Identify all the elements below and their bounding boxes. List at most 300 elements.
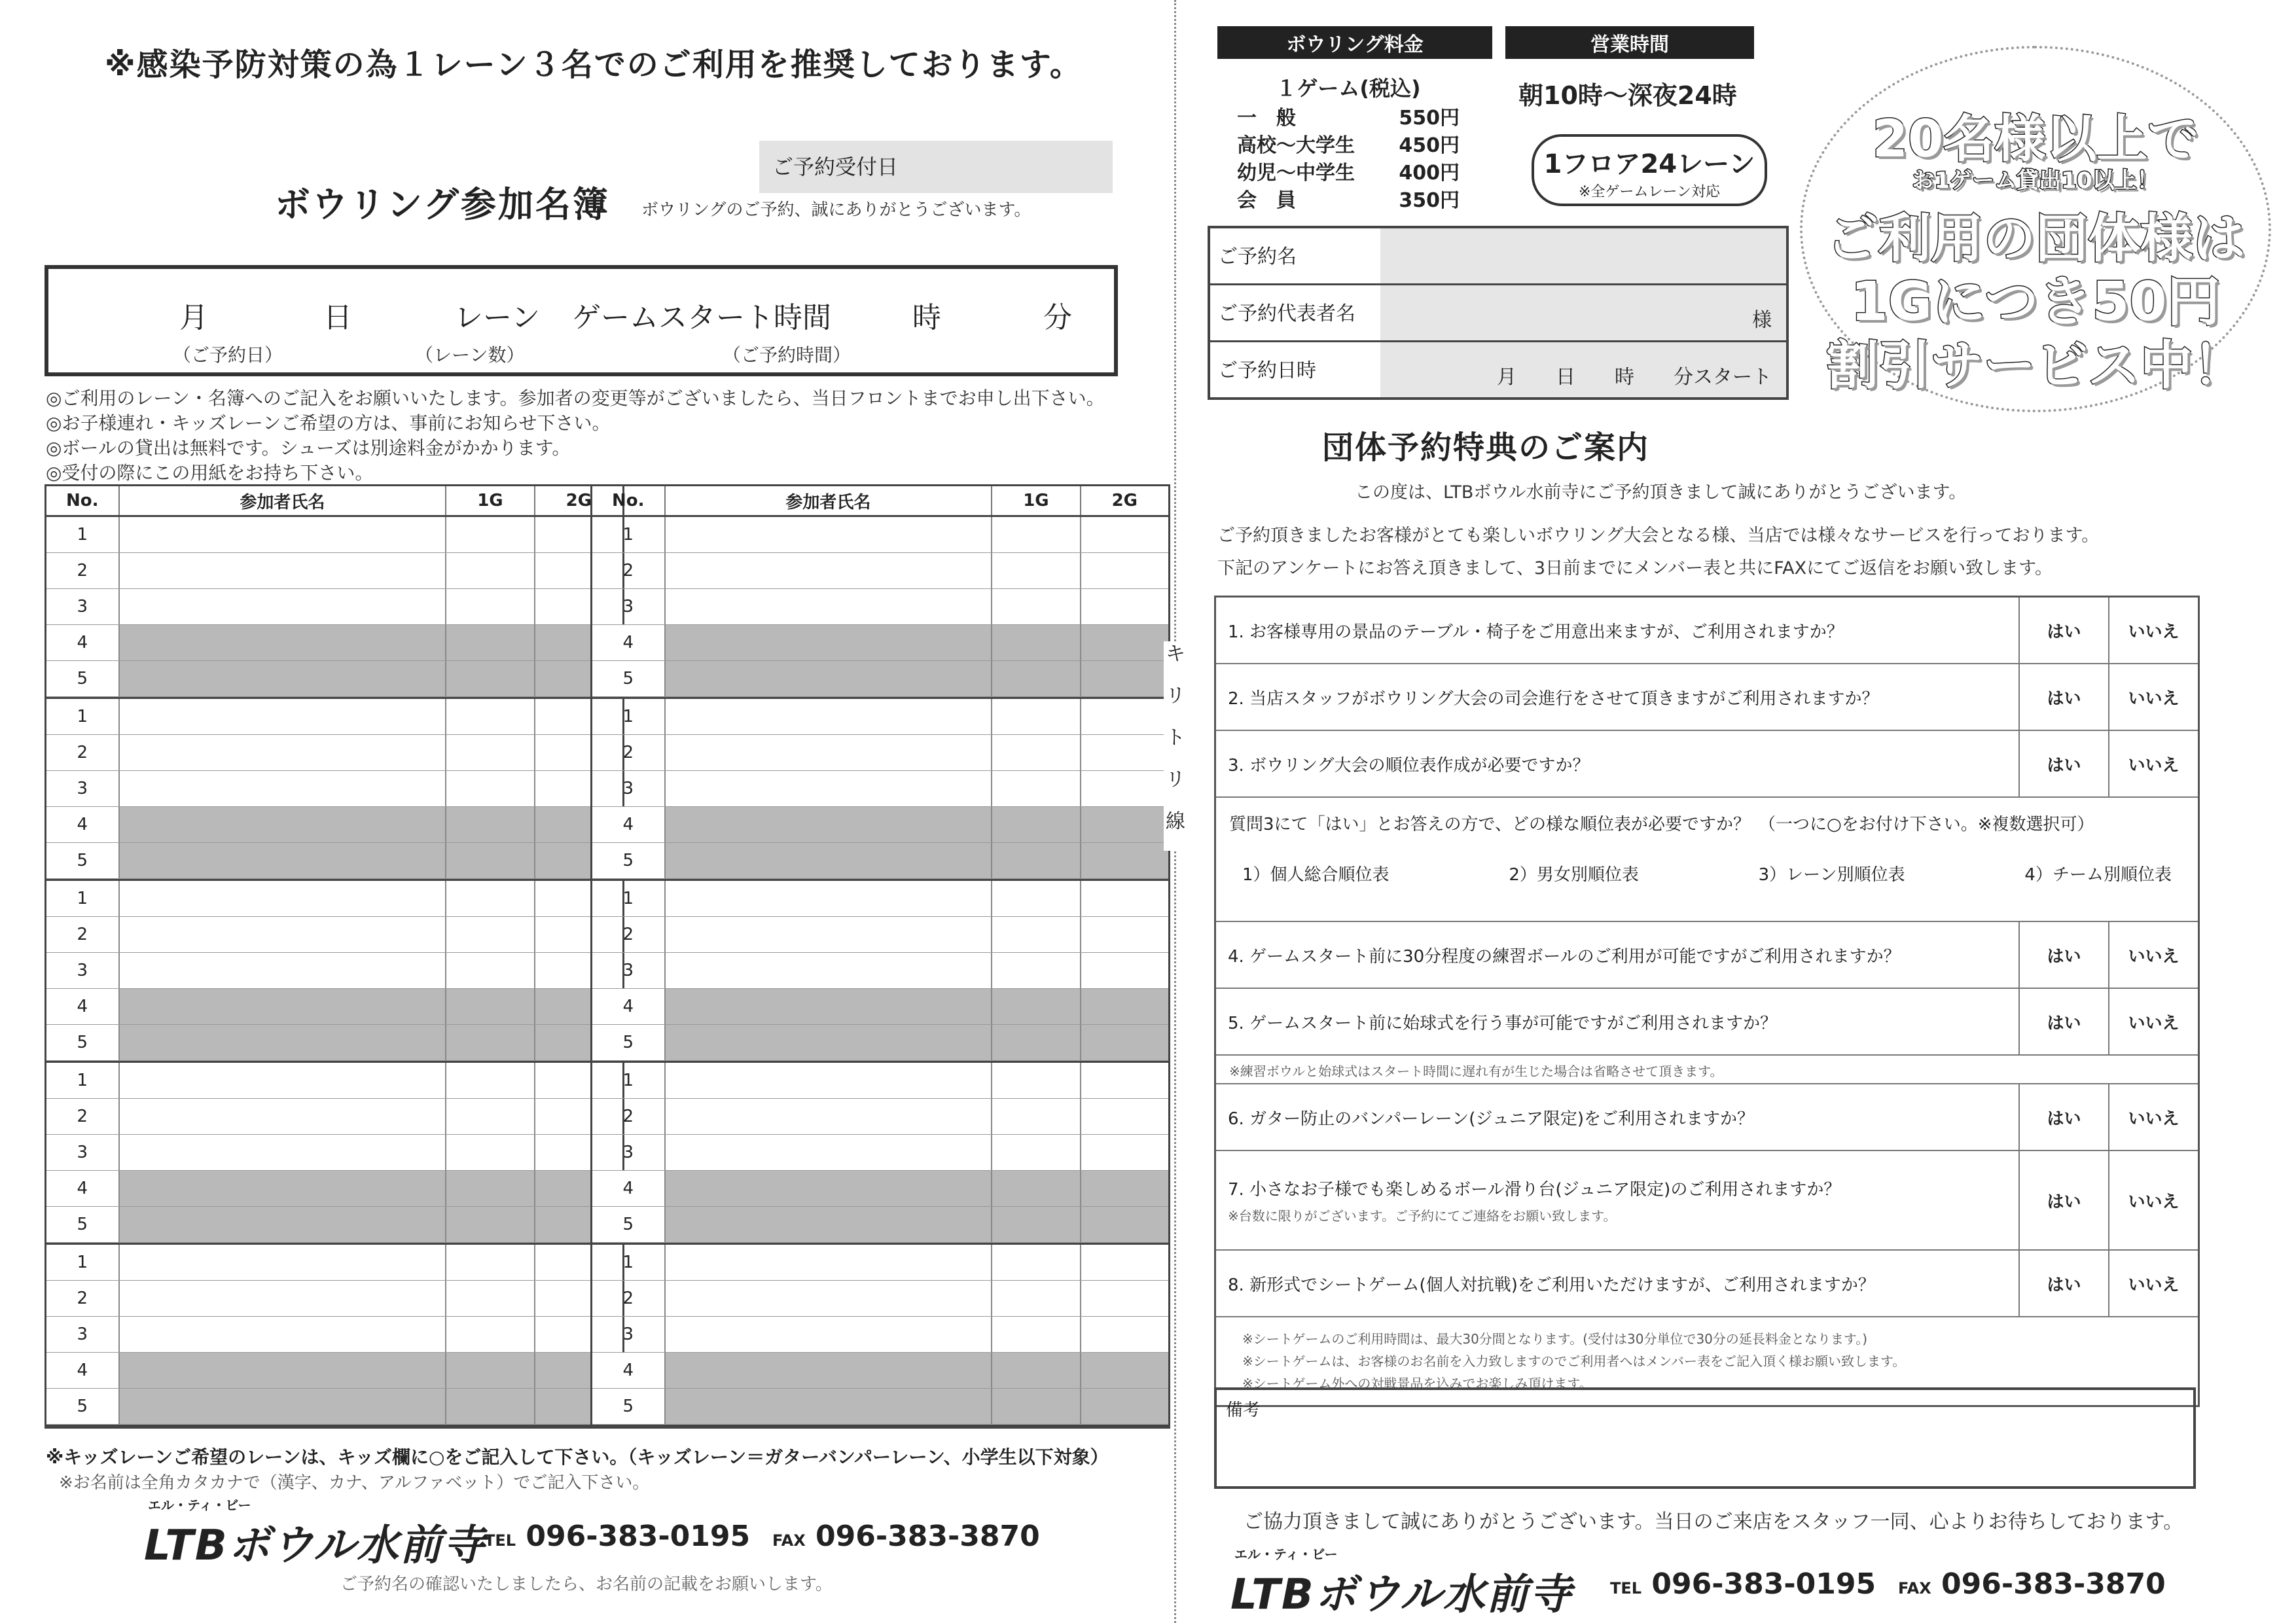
roster-row (592, 517, 1168, 553)
roster-header-cell: No. (46, 486, 120, 515)
participant-name-cell[interactable] (120, 989, 447, 1024)
row-number: 5 (46, 1025, 120, 1060)
lanes-caption: （レーン数） (415, 344, 525, 366)
survey-question (1216, 597, 2198, 664)
row-number: 4 (592, 807, 666, 842)
game1-score-cell[interactable] (992, 1353, 1081, 1388)
game1-score-cell[interactable] (446, 1099, 535, 1134)
form-row-datetime: ご予約日時 月 日 時 分スタート (1210, 342, 1786, 397)
row-number: 1 (46, 517, 120, 552)
row-number: 5 (592, 1389, 666, 1424)
roster-title: ボウリング参加名簿 (275, 184, 610, 225)
participant-name-cell[interactable] (666, 1245, 993, 1280)
lane-label: レーン (454, 301, 541, 334)
game1-score-cell[interactable] (446, 589, 535, 624)
q5-note: ※練習ボウルと始球式はスタート時間に遅れ有が生じた場合は省略させて頂きます。 (1216, 1056, 2198, 1084)
game1-score-cell[interactable] (446, 1135, 535, 1170)
no-option[interactable]: いいえ (2108, 1084, 2198, 1150)
question-text: 1. お客様専用の景品のテーブル・椅子をご用意出来ますが、ご利用されますか？ (1228, 622, 1844, 642)
yes-option[interactable]: はい (2018, 1251, 2108, 1316)
participant-name-cell[interactable] (120, 699, 447, 734)
reservation-date-field[interactable]: ご予約受付日 (759, 141, 1113, 193)
survey-question (1216, 989, 2198, 1056)
thanks-note: ボウリングのご予約、誠にありがとうございます。 (641, 200, 1031, 220)
question-text: 3. ボウリング大会の順位表作成が必要ですか？ (1228, 755, 1590, 776)
game1-score-cell[interactable] (992, 953, 1081, 988)
game1-score-cell[interactable] (992, 1135, 1081, 1170)
cut-line-char: リ (1166, 685, 1185, 707)
roster-row (46, 553, 622, 589)
roster-row (592, 807, 1168, 843)
row-number: 4 (592, 1353, 666, 1388)
cut-line-label (1164, 641, 1187, 851)
game1-score-cell[interactable] (446, 1389, 535, 1424)
roster-row (592, 917, 1168, 953)
game1-score-cell[interactable] (446, 1171, 535, 1206)
roster-row (46, 1135, 622, 1171)
participant-name-cell[interactable] (666, 589, 993, 624)
roster-row (46, 1389, 622, 1425)
participant-name-cell[interactable] (666, 953, 993, 988)
reservation-name-field[interactable] (1380, 228, 1786, 283)
row-number: 1 (46, 1063, 120, 1098)
day-label: 日 (323, 301, 352, 334)
participant-name-cell[interactable] (120, 881, 447, 916)
roster-row (46, 589, 622, 625)
roster-header-cell: No. (592, 486, 666, 515)
row-number: 5 (46, 1389, 120, 1424)
closing-thanks: ご協力頂きまして誠にありがとうございます。当日のご来店をスタッフ一同、心よりお待ちしております。 (1244, 1510, 2183, 1533)
logo-ruby: エル・ティ・ビー (148, 1497, 251, 1513)
remarks-label: 備考 (1226, 1400, 1261, 1420)
row-number: 4 (46, 1171, 120, 1206)
intro-text: 下記のアンケートにお答え頂きまして、3日前までにメンバー表と共にFAXにてご返信をお願い致します。 (1217, 558, 2053, 579)
yes-option[interactable]: はい (2018, 1151, 2108, 1249)
question-text: 7. 小さなお子様でも楽しめるボール滑り台(ジュニア限定)のご利用されますか？ ※台数に限りがございます。ご予約にてご連絡をお願い致します。 (1228, 1180, 1841, 1224)
game1-score-cell[interactable] (992, 1025, 1081, 1060)
month-label: 月 (179, 301, 208, 334)
participant-name-cell[interactable] (120, 1171, 447, 1206)
participant-name-cell[interactable] (666, 1353, 993, 1388)
participant-name-cell[interactable] (120, 553, 447, 588)
roster-row (46, 625, 622, 661)
hour-label: 時 (912, 301, 941, 334)
rule-item: ◎受付の際にこの用紙をお持ち下さい。 (46, 462, 374, 484)
yes-option[interactable]: はい (2018, 664, 2108, 730)
row-number: 2 (46, 553, 120, 588)
footer-note: ご予約名の確認いたしましたら、お名前の記載をお願いします。 (340, 1575, 833, 1594)
roster-header-cell: 1G (992, 486, 1081, 515)
roster-row (46, 1245, 622, 1281)
participant-name-cell[interactable] (666, 699, 993, 734)
participant-name-cell[interactable] (666, 1171, 993, 1206)
price-row: 高校～大学生 450円 (1237, 134, 1460, 157)
roster-row (46, 1317, 622, 1353)
participant-name-cell[interactable] (666, 917, 993, 952)
roster-row (592, 1245, 1168, 1281)
row-number: 5 (592, 843, 666, 878)
question-text: 6. ガター防止のバンパーレーン(ジュニア限定)をご利用されますか？ (1228, 1109, 1754, 1129)
no-option[interactable]: いいえ (2108, 1251, 2198, 1316)
row-number: 3 (46, 953, 120, 988)
participant-name-cell[interactable] (666, 771, 993, 806)
no-option[interactable]: いいえ (2108, 1151, 2198, 1249)
row-number: 2 (46, 735, 120, 770)
game1-score-cell[interactable] (446, 843, 535, 878)
cut-line-char: ト (1166, 726, 1185, 749)
roster-row (592, 989, 1168, 1025)
survey-question (1216, 1084, 2198, 1151)
participant-name-cell[interactable] (120, 953, 447, 988)
roster-row (592, 1317, 1168, 1353)
reservation-form (1208, 226, 1789, 400)
participant-name-cell[interactable] (666, 1389, 993, 1424)
roster-row (592, 661, 1168, 697)
no-option[interactable]: いいえ (2108, 597, 2198, 663)
roster-row (46, 517, 622, 553)
roster-row (592, 1171, 1168, 1207)
roster-row (46, 1171, 622, 1207)
row-number: 5 (592, 1025, 666, 1060)
option-individual[interactable]: 1）個人総合順位表 (1242, 865, 1390, 885)
ltb-logo (144, 1497, 486, 1572)
start-time-label: ゲームスタート時間 (572, 301, 831, 334)
roster-row (46, 807, 622, 843)
price-table (1217, 72, 1479, 212)
roster-row (46, 1025, 622, 1061)
participant-name-cell[interactable] (666, 843, 993, 878)
row-number: 5 (46, 661, 120, 696)
participant-name-cell[interactable] (666, 1281, 993, 1316)
tel-number: TEL 096-383-0195 (484, 1520, 751, 1553)
roster-row (46, 1063, 622, 1099)
roster-row (592, 1207, 1168, 1243)
name-entry-note: ※お名前は全角カタカナで（漢字、カナ、アルファベット）でご記入下さい。 (59, 1473, 650, 1493)
game1-score-cell[interactable] (446, 735, 535, 770)
fax-number: FAX 096-383-3870 (1898, 1567, 2166, 1601)
game1-score-cell[interactable] (992, 625, 1081, 660)
section-title: 団体予約特典のご案内 (1321, 429, 1649, 466)
time-caption: （ご予約時間） (723, 344, 852, 366)
row-number: 2 (46, 1281, 120, 1316)
game1-score-cell[interactable] (446, 1245, 535, 1280)
participant-name-cell[interactable] (666, 1207, 993, 1242)
row-number: 4 (46, 625, 120, 660)
roster-row (592, 1099, 1168, 1135)
burst-line: 1Gにつき50円 (1850, 271, 2221, 333)
participant-name-cell[interactable] (120, 625, 447, 660)
participant-name-cell[interactable] (120, 661, 447, 696)
roster-row (46, 771, 622, 807)
game1-score-cell[interactable] (446, 1025, 535, 1060)
participant-name-cell[interactable] (120, 1063, 447, 1098)
roster-row (46, 1207, 622, 1243)
game1-score-cell[interactable] (992, 661, 1081, 696)
option-lane[interactable]: 3）レーン別順位表 (1758, 865, 1905, 885)
row-number: 2 (592, 735, 666, 770)
price-row: 一 般 550円 (1237, 107, 1460, 130)
row-number: 1 (46, 1245, 120, 1280)
roster-row (592, 735, 1168, 771)
survey-question (1216, 1251, 2198, 1317)
participant-name-cell[interactable] (666, 625, 993, 660)
game1-score-cell[interactable] (992, 517, 1081, 552)
roster-header-cell: 参加者氏名 (666, 486, 993, 515)
participant-name-cell[interactable] (120, 1317, 447, 1352)
roster-row (46, 843, 622, 879)
row-number: 5 (46, 1207, 120, 1242)
lane-block (592, 881, 1168, 1063)
row-number: 2 (592, 553, 666, 588)
roster-row (592, 771, 1168, 807)
roster-row (592, 1281, 1168, 1317)
datetime-field[interactable]: 月 日 時 分スタート (1380, 342, 1786, 397)
roster-row (592, 553, 1168, 589)
roster-header-cell: 1G (446, 486, 535, 515)
row-number: 4 (46, 807, 120, 842)
game1-score-cell[interactable] (992, 843, 1081, 878)
participant-name-cell[interactable] (120, 917, 447, 952)
row-number: 2 (46, 1099, 120, 1134)
question-text: 5. ゲームスタート前に始球式を行う事が可能ですがご利用されますか？ (1228, 1013, 1778, 1033)
row-number: 3 (46, 771, 120, 806)
lane-block (46, 1245, 622, 1427)
cut-line-char: キ (1166, 643, 1185, 666)
no-option[interactable]: いいえ (2108, 731, 2198, 796)
yes-option[interactable]: はい (2018, 922, 2108, 988)
game1-score-cell[interactable] (992, 1245, 1081, 1280)
no-option[interactable]: いいえ (2108, 664, 2198, 730)
row-number: 5 (592, 1207, 666, 1242)
row-number: 2 (592, 1281, 666, 1316)
price-row: 幼児～中学生 400円 (1237, 162, 1460, 185)
roster-row (592, 1353, 1168, 1389)
yes-option[interactable]: はい (2018, 1084, 2108, 1150)
roster-row (46, 661, 622, 697)
infection-notice: ※感染予防対策の為１レーン３名でのご利用を推奨しております。 (105, 46, 1083, 83)
rule-item: ◎お子様連れ・キッズレーンご希望の方は、事前にお知らせ下さい。 (46, 412, 611, 434)
lane-block (46, 881, 622, 1063)
row-number: 1 (592, 881, 666, 916)
roster-row (592, 699, 1168, 735)
survey-table (1214, 596, 2200, 1407)
game1-score-cell[interactable] (992, 589, 1081, 624)
game1-score-cell[interactable] (992, 807, 1081, 842)
game1-score-cell[interactable] (446, 1063, 535, 1098)
game1-score-cell[interactable] (446, 1317, 535, 1352)
roster-row (592, 881, 1168, 917)
lane-block (592, 517, 1168, 699)
participant-name-cell[interactable] (120, 1353, 447, 1388)
game1-score-cell[interactable] (992, 1317, 1081, 1352)
game1-score-cell[interactable] (446, 953, 535, 988)
participant-name-cell[interactable] (120, 517, 447, 552)
participant-name-cell[interactable] (666, 807, 993, 842)
roster-row (592, 953, 1168, 989)
survey-question (1216, 1151, 2198, 1251)
group-reservation-page (1198, 0, 2296, 1623)
burst-line: 割引サービス中！ (1826, 335, 2245, 396)
row-number: 3 (592, 1317, 666, 1352)
rule-item: ◎ご利用のレーン・名簿へのご記入をお願いいたします。参加者の変更等がございましたら、当日フロントまでお申し出下さい。 (46, 387, 1105, 409)
participant-name-cell[interactable] (666, 1063, 993, 1098)
remarks-field[interactable] (1214, 1387, 2196, 1489)
row-number: 1 (592, 1063, 666, 1098)
logo-text: LTBボウル水前寺 (1230, 1571, 1573, 1619)
kids-lane-note: ※キッズレーンご希望のレーンは、キッズ欄に○をご記入して下さい。（キッズレーン＝ガターバンパーレーン、小学生以下対象） (46, 1446, 1109, 1468)
game1-score-cell[interactable] (446, 625, 535, 660)
participant-name-cell[interactable] (120, 1245, 447, 1280)
game1-score-cell[interactable] (992, 1063, 1081, 1098)
roster-row (592, 1389, 1168, 1425)
game1-score-cell[interactable] (992, 553, 1081, 588)
participant-name-cell[interactable] (120, 807, 447, 842)
participant-name-cell[interactable] (120, 1099, 447, 1134)
game1-score-cell[interactable] (992, 1207, 1081, 1242)
roster-row (46, 699, 622, 735)
survey-question (1216, 664, 2198, 731)
question-text: 2. 当店スタッフがボウリング大会の司会進行をさせて頂きますがご利用されますか？ (1228, 688, 1879, 709)
game1-score-cell[interactable] (992, 771, 1081, 806)
game1-score-cell[interactable] (446, 553, 535, 588)
form-row-representative: ご予約代表者名 様 (1210, 285, 1786, 342)
row-number: 3 (46, 1135, 120, 1170)
game1-score-cell[interactable] (446, 1207, 535, 1242)
tel-number: TEL 096-383-0195 (1610, 1567, 1876, 1601)
no-option[interactable]: いいえ (2108, 922, 2198, 988)
no-option[interactable]: いいえ (2108, 989, 2198, 1054)
yes-option[interactable]: はい (2018, 989, 2108, 1054)
game1-score-cell[interactable] (992, 1171, 1081, 1206)
game1-score-cell[interactable] (446, 1353, 535, 1388)
game1-score-cell[interactable] (446, 807, 535, 842)
participant-name-cell[interactable] (120, 1025, 447, 1060)
participant-name-cell[interactable] (666, 1135, 993, 1170)
cut-line (1152, 0, 1198, 1623)
game1-score-cell[interactable] (446, 699, 535, 734)
lane-block (46, 1063, 622, 1245)
participant-name-cell[interactable] (666, 517, 993, 552)
row-number: 2 (592, 1099, 666, 1134)
participant-name-cell[interactable] (120, 1281, 447, 1316)
survey-question (1216, 731, 2198, 798)
price-title: １ゲーム(税込) (1276, 76, 1421, 101)
participant-name-cell[interactable] (666, 881, 993, 916)
price-row: 会 員 350円 (1237, 189, 1460, 212)
participant-name-cell[interactable] (120, 735, 447, 770)
representative-field[interactable]: 様 (1380, 285, 1786, 340)
row-number: 1 (592, 1245, 666, 1280)
participant-name-cell[interactable] (120, 589, 447, 624)
game1-score-cell[interactable] (446, 771, 535, 806)
survey-question (1216, 922, 2198, 989)
row-number: 4 (592, 1171, 666, 1206)
roster-header-cell: 2G (565, 491, 592, 510)
yes-option[interactable]: はい (2018, 597, 2108, 663)
reservation-box (45, 265, 1118, 376)
participant-name-cell[interactable] (666, 1025, 993, 1060)
participant-name-cell[interactable] (666, 735, 993, 770)
roster-header-cell: 参加者氏名 (120, 486, 447, 515)
roster-row (46, 1353, 622, 1389)
game1-score-cell[interactable] (992, 881, 1081, 916)
lane-block (592, 1063, 1168, 1245)
game1-score-cell[interactable] (992, 1389, 1081, 1424)
row-number: 3 (592, 771, 666, 806)
game1-score-cell[interactable] (992, 989, 1081, 1024)
roster-row (46, 1281, 622, 1317)
participant-name-cell[interactable] (120, 1207, 447, 1242)
burst-line: ご利用の団体様は (1826, 208, 2245, 269)
option-team[interactable]: 4）チーム別順位表 (2024, 865, 2172, 885)
row-number: 2 (592, 917, 666, 952)
game1-score-cell[interactable] (446, 661, 535, 696)
roster-row (46, 917, 622, 953)
roster-row (592, 589, 1168, 625)
game1-score-cell[interactable] (446, 917, 535, 952)
row-number: 5 (592, 661, 666, 696)
row-number: 1 (46, 699, 120, 734)
roster-row (46, 1099, 622, 1135)
row-number: 3 (592, 589, 666, 624)
game1-score-cell[interactable] (446, 881, 535, 916)
roster-row (592, 625, 1168, 661)
row-number: 2 (46, 917, 120, 952)
game1-score-cell[interactable] (446, 989, 535, 1024)
game1-score-cell[interactable] (992, 1099, 1081, 1134)
price-header: ボウリング料金 (1217, 26, 1492, 59)
row-number: 3 (592, 1135, 666, 1170)
row-number: 4 (46, 989, 120, 1024)
burst-line: お1ゲーム貸出10以上！ (1912, 168, 2159, 194)
yes-option[interactable]: はい (2018, 731, 2108, 796)
row-number: 1 (592, 517, 666, 552)
cut-line-char: 線 (1166, 810, 1185, 833)
row-number: 3 (592, 953, 666, 988)
logo-text: LTBボウル水前寺 (144, 1522, 486, 1570)
game1-score-cell[interactable] (992, 699, 1081, 734)
q8-notes: ※シートゲームのご利用時間は、最大30分間となります。(受付は30分単位で30分の延長料金となります。) ※シートゲームは、お客様のお名前を入力致しますのでご利用者へはメンバー表をご記入頂く様お願い致します。 ※シートゲーム外への対戦景品を込みでお楽しみ頂けます。 (1242, 1331, 1906, 1391)
row-number: 4 (592, 625, 666, 660)
participant-name-cell[interactable] (666, 1317, 993, 1352)
participant-name-cell[interactable] (120, 1389, 447, 1424)
question-text: 8. 新形式でシートゲーム(個人対抗戦)をご利用いただけますが、ご利用されますか？ (1228, 1275, 1875, 1295)
roster-row (592, 843, 1168, 879)
participant-name-cell[interactable] (120, 1135, 447, 1170)
game1-score-cell[interactable] (992, 917, 1081, 952)
game1-score-cell[interactable] (446, 517, 535, 552)
roster-table-right (590, 484, 1170, 1429)
participant-name-cell[interactable] (666, 553, 993, 588)
participant-name-cell[interactable] (120, 843, 447, 878)
participant-name-cell[interactable] (666, 989, 993, 1024)
roster-row (46, 881, 622, 917)
roster-row (46, 989, 622, 1025)
ltb-logo (1230, 1546, 1573, 1621)
roster-row (592, 1135, 1168, 1171)
game1-score-cell[interactable] (992, 1281, 1081, 1316)
participant-name-cell[interactable] (120, 771, 447, 806)
option-gender[interactable]: 2）男女別順位表 (1509, 865, 1639, 885)
burst-line: 20名様以上で (1872, 110, 2199, 169)
participant-name-cell[interactable] (666, 1099, 993, 1134)
participant-name-cell[interactable] (666, 661, 993, 696)
game1-score-cell[interactable] (446, 1281, 535, 1316)
report-options (1229, 861, 2185, 885)
intro-text: この度は、LTBボウル水前寺にご予約頂きまして誠にありがとうございます。 (1355, 482, 1967, 503)
game1-score-cell[interactable] (992, 735, 1081, 770)
logo-ruby: エル・ティ・ビー (1234, 1546, 1338, 1562)
